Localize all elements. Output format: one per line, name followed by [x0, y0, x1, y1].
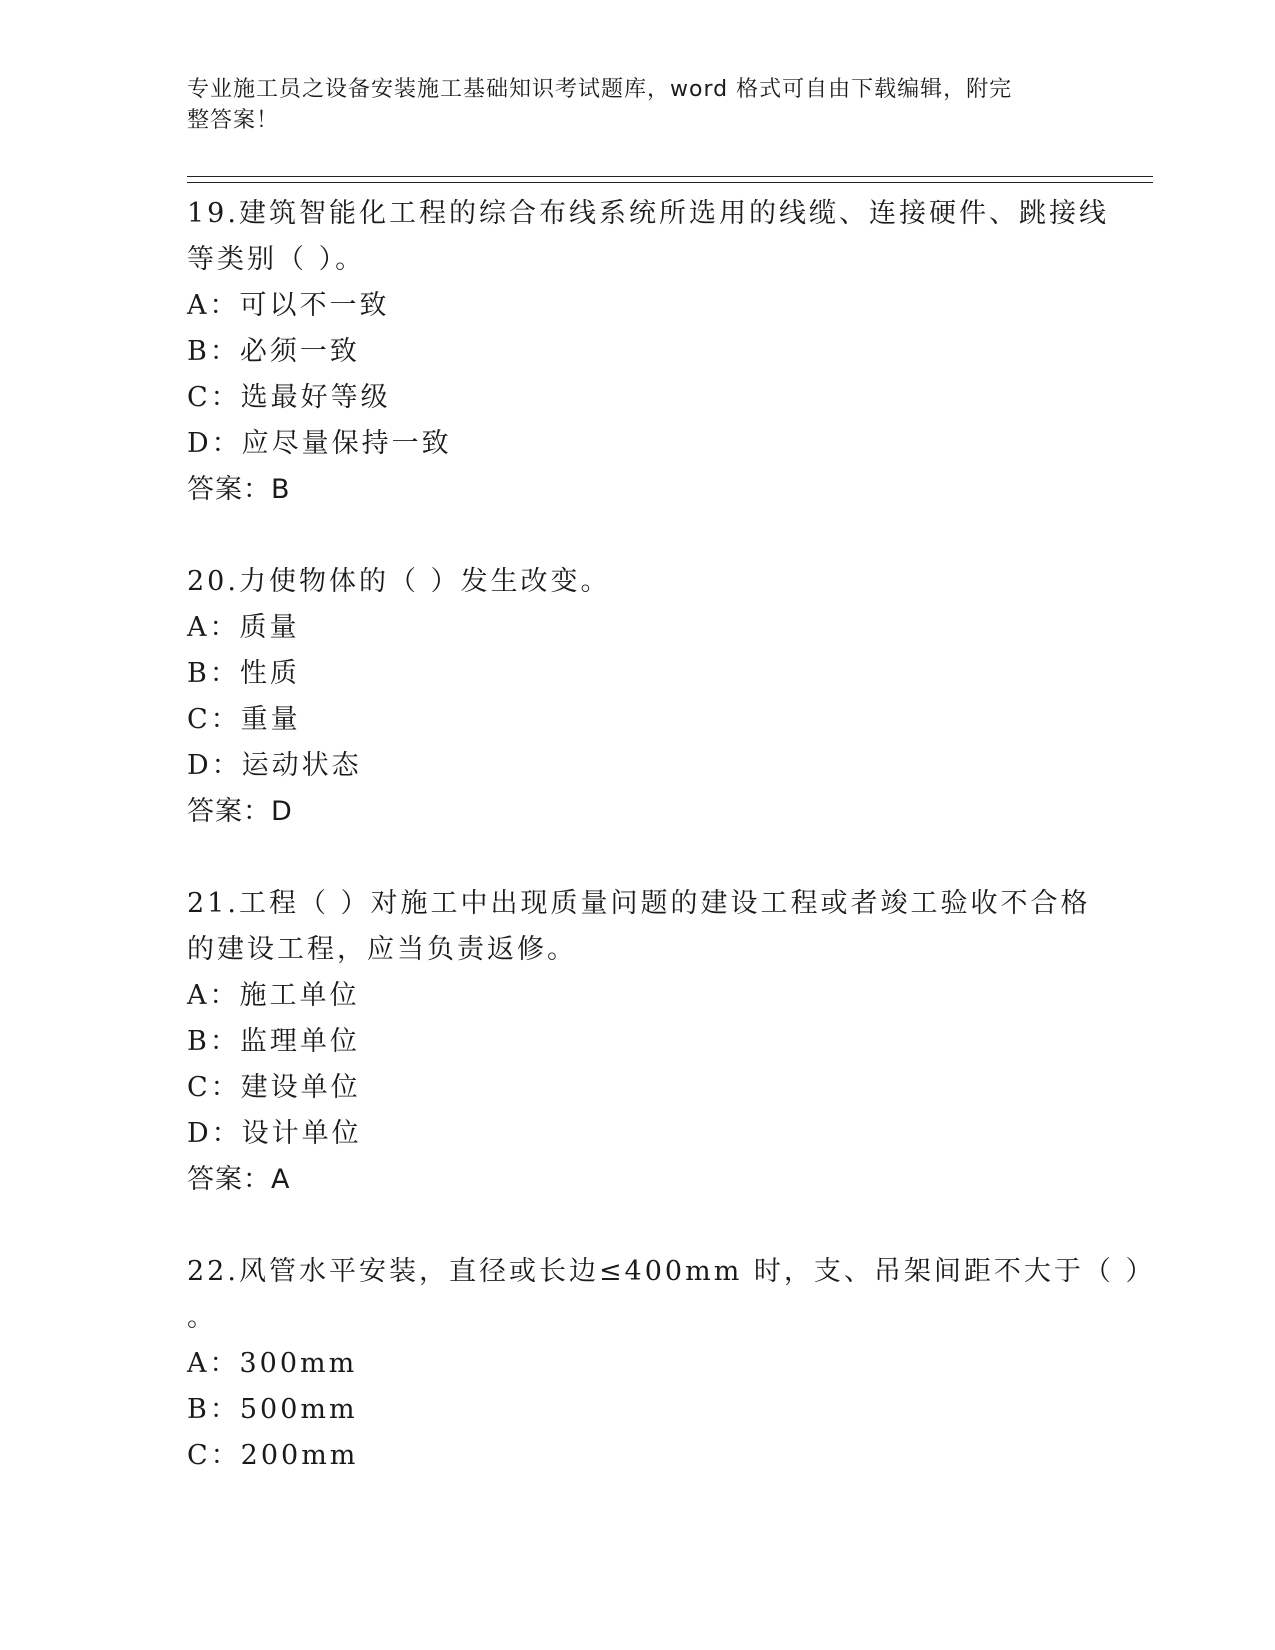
question-stem: 21.工程（ ）对施工中出现质量问题的建设工程或者竣工验收不合格: [187, 888, 1091, 919]
header-line-1: 专业施工员之设备安装施工基础知识考试题库，word 格式可自由下载编辑，附完: [187, 77, 1013, 102]
option-a: A：300mm: [187, 1348, 358, 1379]
question-19: [187, 191, 1109, 513]
option-c: C：选最好等级: [187, 382, 391, 413]
question-list: [187, 191, 1156, 1525]
question-stem: 等类别（ ）。: [187, 244, 366, 275]
option-c: C：重量: [187, 704, 301, 735]
question-20: [187, 559, 1087, 835]
option-a: A：可以不一致: [187, 290, 390, 321]
question-stem: 。: [187, 1302, 217, 1333]
question-stem: 22.风管水平安装，直径或长边≤400mm 时，支、吊架间距不大于（ ）: [187, 1256, 1156, 1287]
answer: 答案：A: [187, 1164, 291, 1195]
option-d: D：应尽量保持一致: [187, 428, 452, 459]
option-b: B：500mm: [187, 1394, 358, 1425]
answer: 答案：B: [187, 474, 291, 505]
header-line-2: 整答案！: [187, 108, 280, 133]
question-stem: 的建设工程，应当负责返修。: [187, 934, 577, 965]
option-b: B：必须一致: [187, 336, 360, 367]
option-c: C：建设单位: [187, 1072, 361, 1103]
answer: 答案：D: [187, 796, 293, 827]
question-22: [187, 1249, 1156, 1479]
document-header: [187, 74, 1067, 136]
question-stem: 20.力使物体的（ ）发生改变。: [187, 566, 611, 597]
option-a: A：施工单位: [187, 980, 360, 1011]
option-d: D：设计单位: [187, 1118, 362, 1149]
option-b: B：性质: [187, 658, 300, 689]
option-d: D：运动状态: [187, 750, 362, 781]
option-c: C：200mm: [187, 1440, 359, 1471]
question-stem: 19.建筑智能化工程的综合布线系统所选用的线缆、连接硬件、跳接线: [187, 198, 1109, 229]
question-21: [187, 881, 1091, 1203]
header-divider: [187, 176, 1153, 183]
option-b: B：监理单位: [187, 1026, 360, 1057]
option-a: A：质量: [187, 612, 300, 643]
